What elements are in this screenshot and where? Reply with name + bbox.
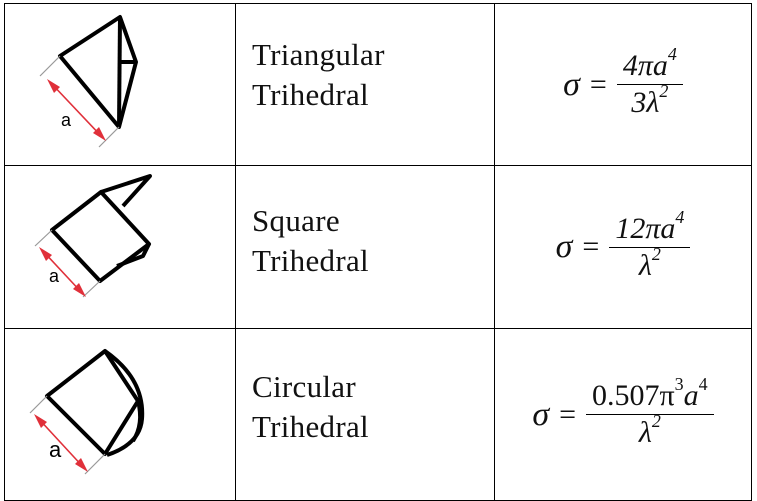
- sigma-symbol: σ: [563, 65, 580, 103]
- name-line-1: Circular: [252, 368, 356, 404]
- denominator-text: λ: [638, 416, 652, 449]
- triangular-diagram-cell: [5, 4, 236, 166]
- name-cell: [236, 4, 495, 166]
- rcs-formula: [555, 206, 691, 284]
- denominator: [633, 243, 667, 284]
- denominator-exponent: 2: [651, 411, 661, 431]
- numerator-variable-exponent: 4: [698, 374, 708, 394]
- dimension-arrow: [50, 82, 103, 138]
- numerator: [586, 374, 714, 414]
- fraction: [586, 374, 714, 451]
- name-line-2: Trihedral: [252, 243, 369, 278]
- fraction: [617, 44, 683, 121]
- denominator-text: λ: [638, 248, 652, 282]
- reflector-name: [236, 35, 494, 115]
- square-trihedral-diagram: [5, 166, 235, 323]
- dimension-lines: [40, 56, 119, 147]
- numerator-exponent: 4: [675, 206, 685, 227]
- formula-cell: [495, 4, 752, 166]
- numerator-variable: a: [683, 379, 699, 412]
- name-cell: [236, 329, 495, 501]
- reflector-name: [236, 367, 494, 447]
- reflector-name: [236, 201, 494, 281]
- rcs-formula: [563, 44, 683, 121]
- numerator: [609, 206, 690, 247]
- name-cell: [236, 166, 495, 329]
- triangular-reflector-shape: [60, 17, 136, 127]
- denominator-exponent: 2: [659, 81, 669, 101]
- dimension-lines: [30, 396, 105, 474]
- sigma-symbol: σ: [532, 395, 550, 433]
- numerator-exponent: 3: [674, 374, 684, 394]
- rcs-formula: [532, 374, 713, 451]
- circular-trihedral-diagram: [5, 329, 235, 495]
- numerator-text: 4πa: [622, 49, 668, 82]
- dimension-label: a: [49, 437, 62, 462]
- circular-diagram-cell: [5, 329, 236, 501]
- dimension-label: a: [61, 110, 72, 130]
- denominator-text: 3λ: [631, 86, 660, 119]
- numerator-exponent: 4: [667, 44, 677, 64]
- equals-sign: =: [559, 397, 577, 431]
- table-row: [5, 329, 752, 501]
- triangular-trihedral-diagram: [5, 4, 235, 160]
- sigma-symbol: σ: [555, 228, 573, 265]
- denominator: [633, 411, 667, 451]
- square-reflector-shape: [52, 176, 150, 281]
- denominator: [625, 81, 674, 121]
- name-line-2: Trihedral: [252, 408, 369, 444]
- table-row: [5, 4, 752, 166]
- name-line-2: Trihedral: [252, 76, 369, 112]
- name-line-1: Triangular: [252, 36, 385, 72]
- equals-sign: =: [589, 67, 607, 101]
- numerator-text: 12πa: [615, 211, 676, 245]
- fraction: [609, 206, 690, 284]
- name-line-1: Square: [252, 203, 340, 238]
- circular-reflector-shape: [47, 351, 142, 455]
- rcs-table: [4, 3, 752, 501]
- numerator-text: 0.507π: [592, 379, 675, 412]
- formula-cell: [495, 166, 752, 329]
- numerator: [617, 44, 683, 84]
- equals-sign: =: [582, 230, 600, 263]
- formula-cell: [495, 329, 752, 501]
- table-row: [5, 166, 752, 329]
- square-diagram-cell: [5, 166, 236, 329]
- denominator-exponent: 2: [651, 243, 661, 264]
- dimension-label: a: [49, 266, 60, 286]
- dimension-lines: [35, 230, 100, 297]
